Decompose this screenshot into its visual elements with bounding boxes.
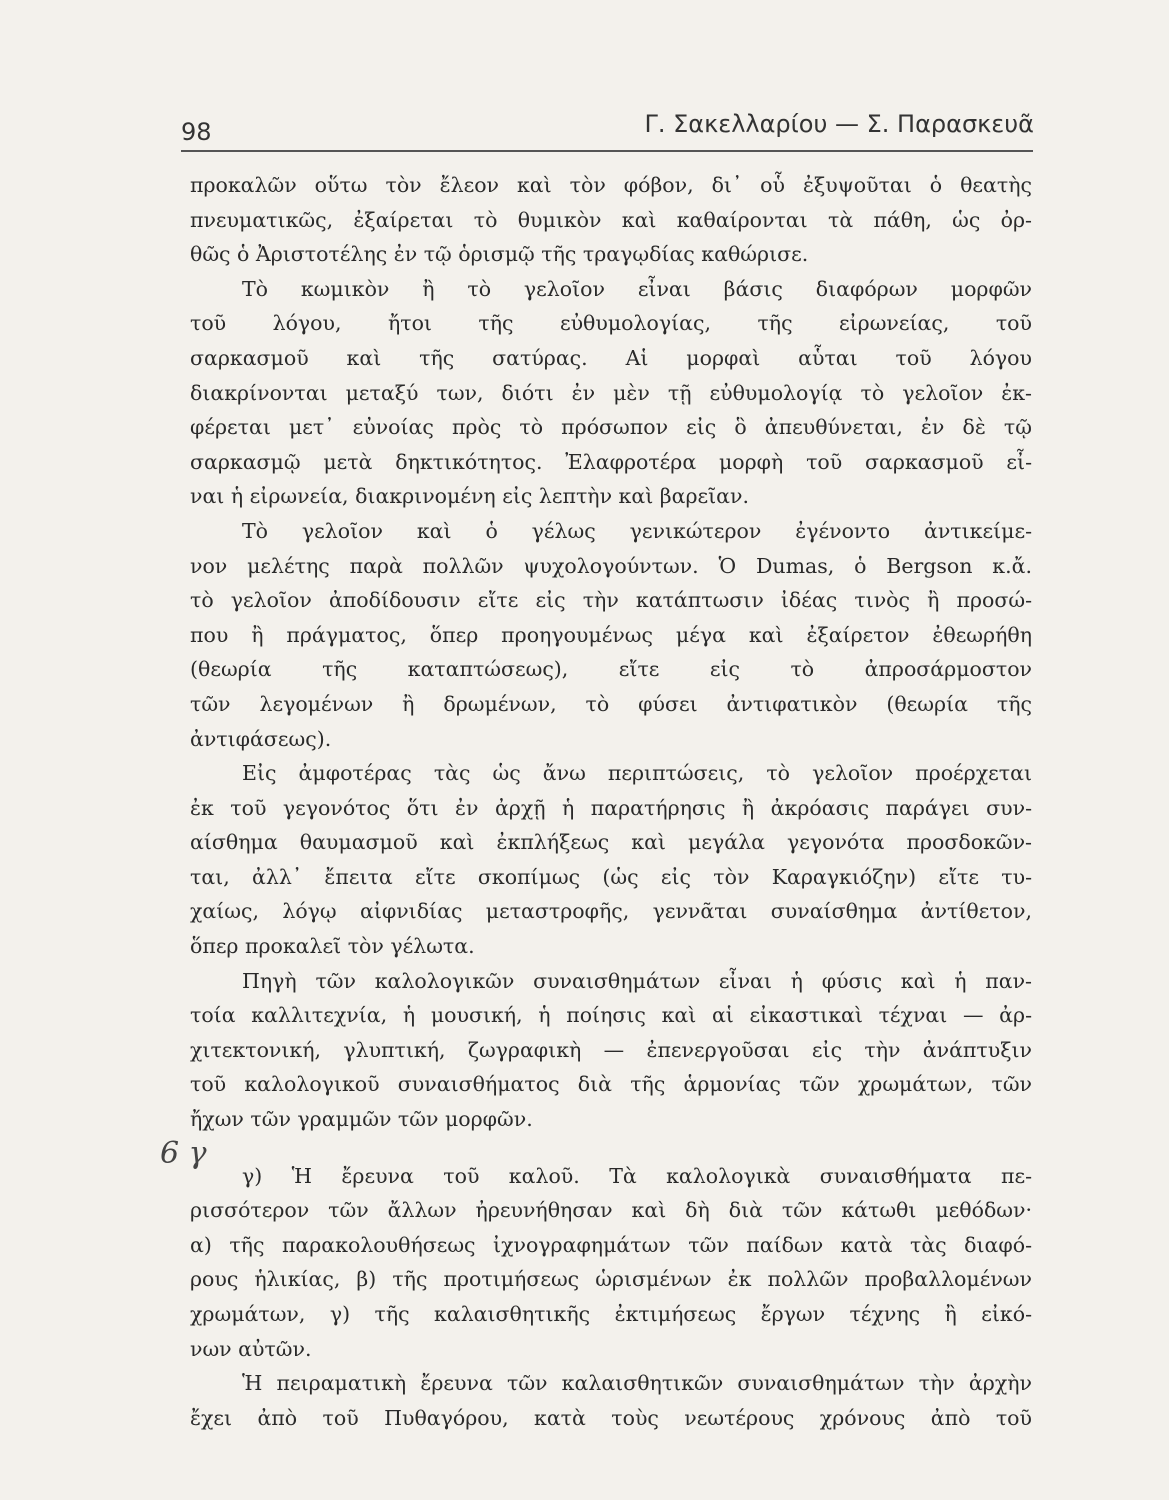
handwritten-margin-note: 6 γ	[160, 1136, 207, 1171]
body-text	[190, 168, 1032, 1435]
text-line: που ἢ πράγματος, ὅπερ προηγουμένως μέγα καὶ ἐξαίρετον ἐθεωρήθη	[190, 622, 1032, 647]
text-line: τῶν λεγομένων ἢ δρωμένων, τὸ φύσει ἀντιφατικὸν (θεωρία τῆς	[190, 691, 1032, 716]
text-line: τοῦ λόγου, ἤτοι τῆς εὐθυμολογίας, τῆς εἰρωνείας, τοῦ	[190, 311, 1032, 336]
header-rule	[181, 150, 1033, 152]
text-line: διακρίνονται μεταξύ των, διότι ἐν μὲν τῇ εὐθυμολογίᾳ τὸ γελοῖον ἐκ-	[190, 380, 1032, 405]
text-line: Ἡ πειραματικὴ ἔρευνα τῶν καλαισθητικῶν συναισθημάτων τὴν ἀρχὴν	[242, 1371, 1032, 1396]
text-line: θῶς ὁ Ἀριστοτέλης ἐν τῷ ὁρισμῷ τῆς τραγῳδίας καθώρισε.	[190, 242, 809, 267]
section-gap	[190, 1137, 1032, 1159]
text-line: τοία καλλιτεχνία, ἡ μουσική, ἡ ποίησις καὶ αἱ εἰκαστικαὶ τέχναι — ἀρ-	[190, 1003, 1032, 1028]
text-line: προκαλῶν οὕτω τὸν ἔλεον καὶ τὸν φόβον, δι᾽ οὗ ἐξυψοῦται ὁ θεατὴς	[190, 173, 1032, 197]
text-line: νων αὐτῶν.	[190, 1336, 312, 1361]
page-number: 98	[181, 118, 212, 146]
text-line: τοῦ καλολογικοῦ συναισθήματος διὰ τῆς ἁρμονίας τῶν χρωμάτων, τῶν	[190, 1072, 1032, 1097]
text-line: Τὸ γελοῖον καὶ ὁ γέλως γενικώτερον ἐγένοντο ἀντικείμε-	[242, 518, 1032, 543]
text-line: (θεωρία τῆς καταπτώσεως), εἴτε εἰς τὸ ἀπροσάρμοστον	[190, 657, 1032, 682]
text-line: χρωμάτων, γ) τῆς καλαισθητικῆς ἐκτιμήσεως ἔργων τέχνης ἢ εἰκό-	[190, 1302, 1032, 1326]
text-line: ἀντιφάσεως).	[190, 726, 332, 751]
text-line: χαίως, λόγῳ αἰφνιδίας μεταστροφῆς, γεννᾶται συναίσθημα ἀντίθετον,	[190, 899, 1032, 924]
text-line: α) τῆς παρακολουθήσεως ἰχνογραφημάτων τῶν παίδων κατὰ τὰς διαφό-	[190, 1232, 1032, 1257]
text-line: σαρκασμῷ μετὰ δηκτικότητος. Ἐλαφροτέρα μορφὴ τοῦ σαρκασμοῦ εἶ-	[190, 449, 1032, 474]
text-line: ἤχων τῶν γραμμῶν τῶν μορφῶν.	[190, 1107, 533, 1132]
text-line: ρισσότερον τῶν ἄλλων ἠρευνήθησαν καὶ δὴ διὰ τῶν κάτωθι μεθόδων·	[190, 1198, 1032, 1223]
text-line: τὸ γελοῖον ἀποδίδουσιν εἴτε εἰς τὴν κατάπτωσιν ἰδέας τινὸς ἢ προσώ-	[190, 588, 1032, 613]
text-line: νον μελέτης παρὰ πολλῶν ψυχολογούντων. Ὁ Dumas, ὁ Bergson κ.ἄ.	[190, 553, 1032, 578]
text-line: ὅπερ προκαλεῖ τὸν γέλωτα.	[190, 934, 475, 959]
running-head: Γ. Σακελλαρίου — Σ. Παρασκευᾶ	[644, 110, 1034, 138]
text-line: ἐκ τοῦ γεγονότος ὅτι ἐν ἀρχῇ ἡ παρατήρησις ἢ ἀκρόασις παράγει συν-	[190, 795, 1032, 820]
text-line: σαρκασμοῦ καὶ τῆς σατύρας. Αἱ μορφαὶ αὗται τοῦ λόγου	[190, 345, 1032, 370]
text-line: ται, ἀλλ᾽ ἔπειτα εἴτε σκοπίμως (ὡς εἰς τὸν Καραγκιόζην) εἴτε τυ-	[190, 864, 1032, 889]
text-line: χιτεκτονική, γλυπτική, ζωγραφικὴ — ἐπενεργοῦσαι εἰς τὴν ἀνάπτυξιν	[190, 1037, 1032, 1062]
text-line: φέρεται μετ᾽ εὐνοίας πρὸς τὸ πρόσωπον εἰς ὃ ἀπευθύνεται, ἐν δὲ τῷ	[190, 415, 1032, 440]
text-line: Τὸ κωμικὸν ἢ τὸ γελοῖον εἶναι βάσις διαφόρων μορφῶν	[242, 276, 1032, 301]
text-line: ναι ἡ εἰρωνεία, διακρινομένη εἰς λεπτὴν καὶ βαρεῖαν.	[190, 484, 749, 509]
text-line: αίσθημα θαυμασμοῦ καὶ ἐκπλήξεως καὶ μεγάλα γεγονότα προσδοκῶν-	[190, 830, 1032, 855]
text-line: ἔχει ἀπὸ τοῦ Πυθαγόρου, κατὰ τοὺς νεωτέρους χρόνους ἀπὸ τοῦ	[190, 1405, 1032, 1430]
text-line: Πηγὴ τῶν καλολογικῶν συναισθημάτων εἶναι ἡ φύσις καὶ ἡ παν-	[242, 968, 1032, 993]
text-line: Εἰς ἀμφοτέρας τὰς ὡς ἄνω περιπτώσεις, τὸ γελοῖον προέρχεται	[242, 761, 1032, 786]
text-line: ρους ἡλικίας, β) τῆς προτιμήσεως ὡρισμένων ἐκ πολλῶν προβαλλομένων	[190, 1267, 1032, 1292]
section-heading-line: γ) Ἡ ἔρευνα τοῦ καλοῦ. Τὰ καλολογικὰ συναισθήματα πε-	[242, 1163, 1032, 1188]
text-line: πνευματικῶς, ἐξαίρεται τὸ θυμικὸν καὶ καθαίρονται τὰ πάθη, ὡς ὀρ-	[190, 207, 1032, 232]
